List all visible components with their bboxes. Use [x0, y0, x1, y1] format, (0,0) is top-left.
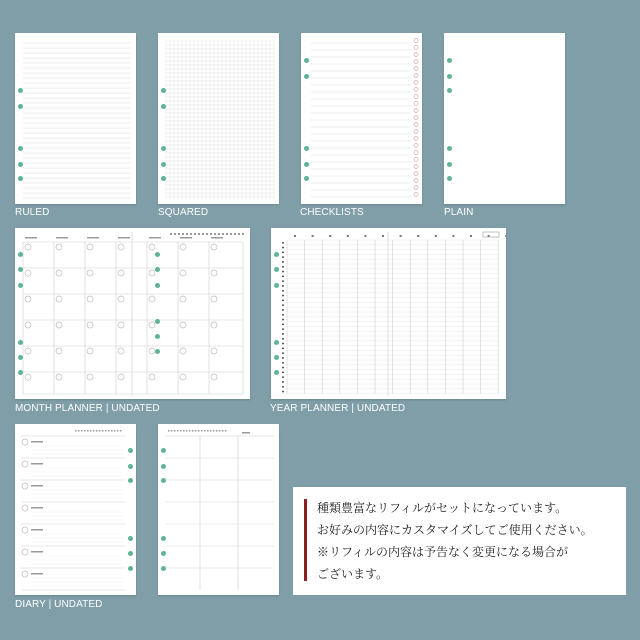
binder-dot-icon	[18, 162, 23, 167]
binder-dot-icon	[161, 551, 166, 556]
caption-plain: PLAIN	[444, 207, 474, 218]
binder-dot-icon	[128, 478, 133, 483]
diary-refill-weekly	[15, 424, 136, 595]
binder-dot-icon	[274, 267, 279, 272]
binder-dot-icon	[18, 146, 23, 151]
binder-dot-icon	[304, 162, 309, 167]
binder-dot-icon	[161, 464, 166, 469]
notice-line: ※リフィルの内容は予告なく変更になる場合が	[317, 545, 569, 559]
binder-dot-icon	[18, 370, 23, 375]
binder-dot-icon	[18, 252, 23, 257]
binder-dot-icon	[128, 464, 133, 469]
binder-dot-icon	[155, 334, 160, 339]
binder-dot-icon	[18, 355, 23, 360]
binder-dot-icon	[274, 355, 279, 360]
binder-dot-icon	[304, 74, 309, 79]
caption-checklists: CHECKLISTS	[300, 207, 364, 218]
binder-dot-icon	[161, 176, 166, 181]
binder-dot-icon	[128, 566, 133, 571]
diary-notes-lines	[158, 424, 279, 595]
diary-refill-notes	[158, 424, 279, 595]
notice-accent-bar	[304, 499, 307, 581]
binder-dot-icon	[128, 551, 133, 556]
binder-dot-icon	[161, 104, 166, 109]
binder-dot-icon	[447, 58, 452, 63]
binder-dot-icon	[447, 146, 452, 151]
binder-dot-icon	[128, 448, 133, 453]
grid-lines	[158, 33, 279, 204]
caption-squared: SQUARED	[158, 207, 209, 218]
binder-dot-icon	[18, 340, 23, 345]
binder-dot-icon	[18, 267, 23, 272]
binder-dot-icon	[304, 58, 309, 63]
binder-dot-icon	[128, 536, 133, 541]
diary-weekly-lines	[15, 424, 136, 595]
binder-dot-icon	[447, 162, 452, 167]
ruled-lines	[15, 33, 136, 204]
caption-month-planner: MONTH PLANNER | UNDATED	[15, 403, 160, 414]
caption-diary: DIARY | UNDATED	[15, 599, 103, 610]
binder-dot-icon	[161, 536, 166, 541]
ruled-refill	[15, 33, 136, 204]
binder-dot-icon	[18, 104, 23, 109]
binder-dot-icon	[161, 146, 166, 151]
binder-dot-icon	[161, 566, 166, 571]
notice-line: 種類豊富なリフィルがセットになっています。	[317, 501, 568, 515]
binder-dot-icon	[161, 478, 166, 483]
year-planner-refill	[271, 228, 506, 399]
binder-dot-icon	[155, 283, 160, 288]
notice-box	[293, 487, 626, 595]
binder-dot-icon	[155, 349, 160, 354]
month-planner-refill	[15, 228, 250, 399]
binder-dot-icon	[18, 88, 23, 93]
binder-dot-icon	[304, 176, 309, 181]
binder-dot-icon	[155, 252, 160, 257]
binder-dot-icon	[161, 88, 166, 93]
binder-dot-icon	[18, 283, 23, 288]
binder-dot-icon	[155, 319, 160, 324]
binder-dot-icon	[274, 340, 279, 345]
month-grid	[15, 228, 250, 399]
binder-dot-icon	[274, 370, 279, 375]
notice-line: ございます。	[317, 567, 389, 581]
binder-dot-icon	[274, 252, 279, 257]
binder-dot-icon	[447, 176, 452, 181]
squared-refill	[158, 33, 279, 204]
notice-line: お好みの内容にカスタマイズしてご使用ください。	[317, 523, 593, 537]
binder-dot-icon	[447, 74, 452, 79]
year-grid	[271, 228, 506, 399]
binder-dot-icon	[161, 448, 166, 453]
binder-dot-icon	[274, 283, 279, 288]
plain-refill	[444, 33, 565, 204]
caption-year-planner: YEAR PLANNER | UNDATED	[270, 403, 406, 414]
binder-dot-icon	[447, 88, 452, 93]
binder-dot-icon	[161, 162, 166, 167]
binder-dot-icon	[18, 176, 23, 181]
binder-dot-icon	[155, 267, 160, 272]
caption-ruled: RULED	[15, 207, 50, 218]
checklists-refill	[301, 33, 422, 204]
checklist-lines	[301, 33, 422, 204]
binder-dot-icon	[304, 146, 309, 151]
